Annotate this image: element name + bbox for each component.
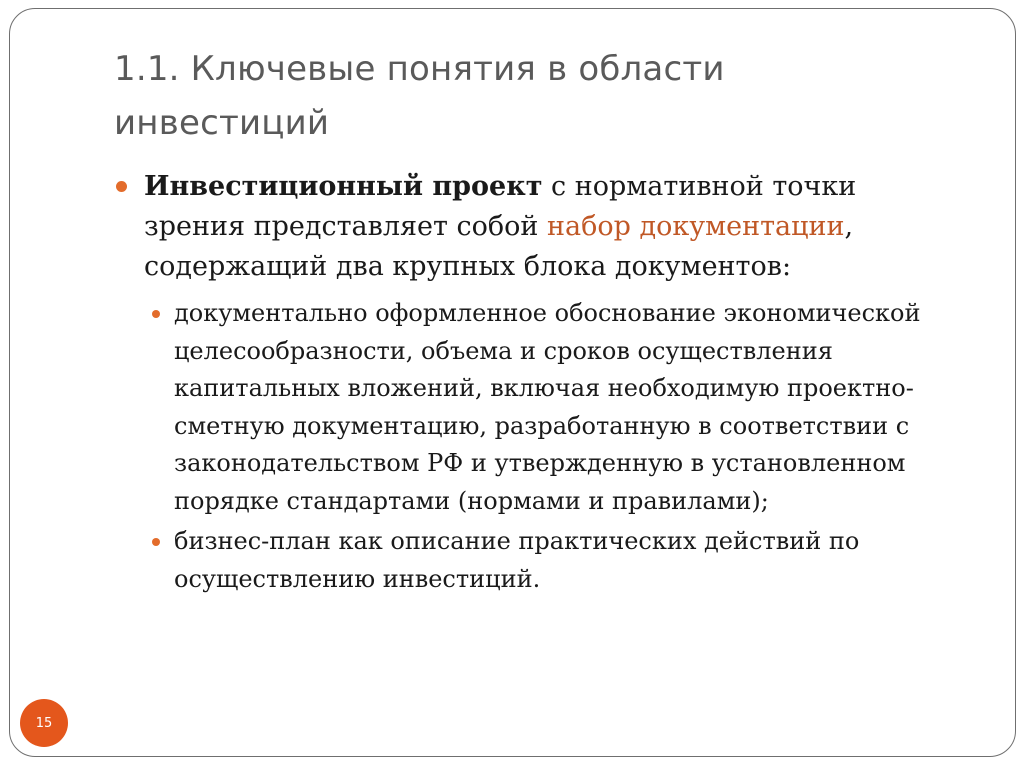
slide-content (114, 167, 954, 601)
sub-bullet-text: документально оформленное обоснование экономической целесообразности, объема и сроков осуществления капитальных вложений, включая необходимую проектно-сметную документацию, разработанную в соответствии с законодательством РФ и утвержденную в установленном порядке стандартами (нормами и правилами); (174, 299, 921, 515)
bullet-dot-icon (116, 181, 127, 192)
sub-bullet-dot-icon (152, 310, 160, 318)
page-number: 15 (35, 715, 53, 731)
main-bullet-text-after: , содержащий два крупных блока документов: (144, 211, 854, 282)
main-bullet-text-before: с нормативной точки зрения представляет собой (144, 171, 857, 242)
slide-title: 1.1. Ключевые понятия в области инвестиций (114, 49, 725, 143)
sub-bullet-item (114, 523, 954, 598)
highlighted-phrase: набор документации (546, 211, 845, 242)
sub-bullet-dot-icon (152, 538, 160, 546)
page-number-badge (20, 699, 68, 747)
sub-bullet-text: бизнес-план как описание практических действий по осуществлению инвестиций. (174, 527, 860, 593)
sub-bullet-list (114, 295, 954, 598)
main-bullet (114, 167, 954, 287)
term-investment-project: Инвестиционный проект (144, 171, 543, 202)
sub-bullet-item (114, 295, 954, 520)
